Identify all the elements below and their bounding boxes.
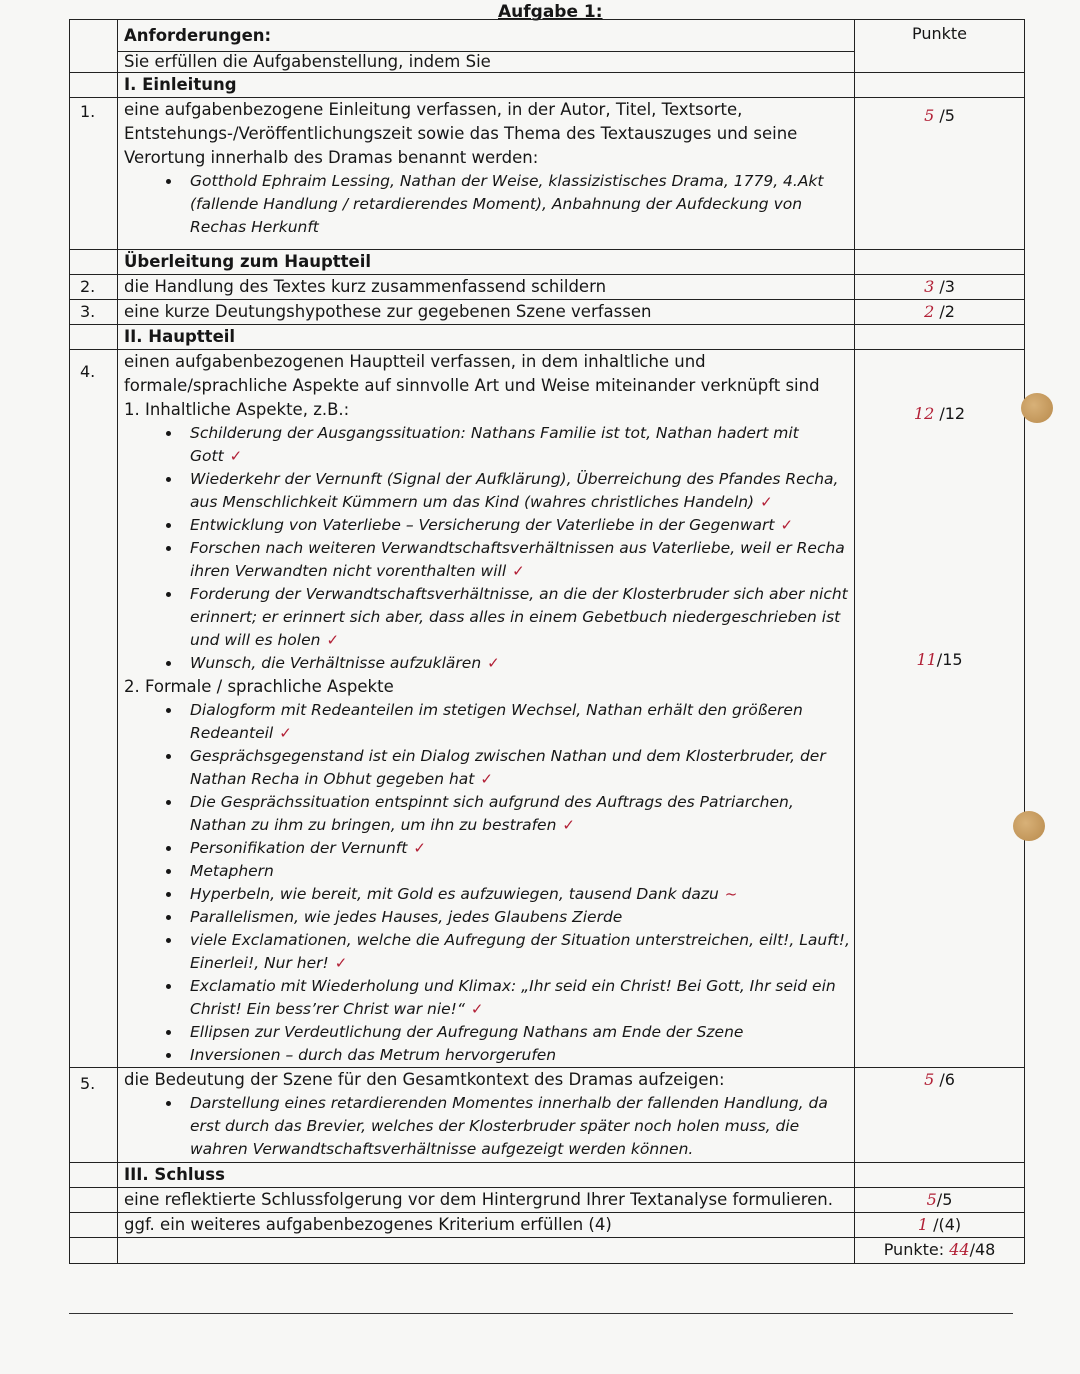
bullet-item xyxy=(182,652,854,675)
header-row-anforderungen xyxy=(70,20,1025,52)
bullet-text: Hyperbeln, wie bereit, mit Gold es aufzuwiegen, tausend Dank dazu xyxy=(190,885,719,903)
bullet-text: Schilderung der Ausgangssituation: Nathans Familie ist tot, Nathan hadert mit Gott xyxy=(190,424,799,465)
criterion-row-1 xyxy=(70,98,1025,250)
criterion-bullets xyxy=(124,1092,854,1161)
criterion-row-3 xyxy=(70,300,1025,325)
score-max: /3 xyxy=(939,277,955,296)
bullet-text: Entwicklung von Vaterliebe – Versicherung der Vaterliebe in der Gegenwart xyxy=(190,516,775,534)
criterion-text: einen aufgabenbezogenen Hauptteil verfassen, in dem inhaltliche und formale/sprachliche Aspekte auf sinnvolle Art und Weise miteinander verknüpft sind xyxy=(124,352,820,395)
bullet-item xyxy=(182,791,854,837)
score-value: 11 xyxy=(916,650,937,669)
page-title: Aufgabe 1: xyxy=(498,2,603,22)
check-mark-icon: ✓ xyxy=(279,724,292,742)
check-mark-icon: ✓ xyxy=(760,493,773,511)
check-mark-icon: ✓ xyxy=(229,447,243,465)
bullet-item xyxy=(182,537,854,583)
grading-table xyxy=(69,19,1025,1264)
row-number: 3. xyxy=(70,300,118,325)
section-row-einleitung xyxy=(70,73,1025,98)
score-value: 5 xyxy=(924,106,935,125)
bullet-text: Wiederkehr der Vernunft (Signal der Aufklärung), Überreichung des Pfandes Recha, aus Menschlichkeit Kümmern um das Kind (wahres christliches Handeln) xyxy=(190,470,839,511)
bullet-item xyxy=(182,583,854,652)
score-max: /5 xyxy=(936,1190,953,1209)
section-einleitung: I. Einleitung xyxy=(118,73,855,98)
check-mark-icon: ✓ xyxy=(487,654,500,672)
score-value: 2 xyxy=(924,302,935,321)
bullet-text: Personifikation der Vernunft xyxy=(190,839,408,857)
section-ueberleitung: Überleitung zum Hauptteil xyxy=(118,250,855,275)
score-cell xyxy=(855,1213,1025,1238)
round-sticker xyxy=(1013,811,1045,841)
bullet-item xyxy=(182,860,854,883)
bullet-item: • Darstellung eines retardierenden Momentes innerhalb der fallenden Handlung, da erst durch das Brevier, welches der Klosterbruder später noch holen muss, die wahren Verwandtschaftsverhältnisse aufgezeigt werden können. xyxy=(182,1092,854,1161)
bullet-text: Metaphern xyxy=(190,862,274,880)
score-cell xyxy=(855,275,1025,300)
bullet-item xyxy=(182,468,854,514)
intro-text: Sie erfüllen die Aufgabenstellung, indem Sie xyxy=(118,52,855,73)
check-mark-icon: ✓ xyxy=(480,770,493,788)
score-max: /2 xyxy=(939,302,955,321)
row-number: 4. xyxy=(70,350,118,1068)
criterion-row-schluss xyxy=(70,1188,1025,1213)
total-score: 44 xyxy=(949,1240,970,1259)
score-value: 12 xyxy=(913,404,935,423)
check-mark-icon: ✓ xyxy=(334,954,348,972)
score-max: /6 xyxy=(939,1070,955,1089)
row-number: 5. xyxy=(70,1068,118,1163)
round-sticker xyxy=(1021,393,1053,423)
section-hauptteil: II. Hauptteil xyxy=(118,325,855,350)
anforderungen-label: Anforderungen: xyxy=(118,20,855,52)
bullet-item xyxy=(182,699,854,745)
bullet-text: Forschen nach weiteren Verwandtschaftsverhältnissen aus Vaterliebe, weil er Recha ihren Verwandten nicht vorenthalten will xyxy=(190,539,845,580)
sub-heading-inhalt: 1. Inhaltliche Aspekte, z.B.: xyxy=(124,400,350,419)
total-cell xyxy=(855,1238,1025,1264)
criterion-text: ggf. ein weiteres aufgabenbezogenes Kriterium erfüllen (4) xyxy=(118,1213,855,1238)
criterion-text: eine reflektierte Schlussfolgerung vor dem Hintergrund Ihrer Textanalyse formulieren. xyxy=(118,1188,855,1213)
bullet-item xyxy=(182,1044,854,1067)
bullet-item xyxy=(182,837,854,860)
bullet-item xyxy=(182,883,854,906)
bullet-item xyxy=(182,422,854,468)
score-cell xyxy=(855,350,1025,1068)
formal-list xyxy=(124,699,854,1067)
check-mark-icon: ✓ xyxy=(780,516,794,534)
bullet-item xyxy=(182,1021,854,1044)
bullet-item xyxy=(182,514,854,537)
check-mark-icon: ✓ xyxy=(512,562,525,580)
section-schluss: III. Schluss xyxy=(118,1163,855,1188)
score-value: 3 xyxy=(924,277,935,296)
criterion-text: die Bedeutung der Szene für den Gesamtkontext des Dramas aufzeigen: xyxy=(124,1070,725,1089)
row-number: 1. xyxy=(70,98,118,250)
criterion-bullets xyxy=(124,170,854,239)
section-row-hauptteil xyxy=(70,325,1025,350)
criterion-row-extra xyxy=(70,1213,1025,1238)
bullet-text: Wunsch, die Verhältnisse aufzuklären xyxy=(190,654,482,672)
bullet-text: Ellipsen zur Verdeutlichung der Aufregung Nathans am Ende der Szene xyxy=(190,1023,744,1041)
bottom-rule xyxy=(69,1313,1013,1314)
bullet-item xyxy=(182,906,854,929)
score-value: 5 xyxy=(924,1070,935,1089)
check-mark-icon: ✓ xyxy=(326,631,340,649)
row-number: 2. xyxy=(70,275,118,300)
criterion-text: eine aufgabenbezogene Einleitung verfassen, in der Autor, Titel, Textsorte, Entstehungs-/Veröffentlichungszeit sowie das Thema des Textauszuges und seine Verortung innerhalb des Dramas benannt werden: xyxy=(124,100,798,167)
criterion-row-5 xyxy=(70,1068,1025,1163)
score-cell xyxy=(855,300,1025,325)
score-max: /12 xyxy=(939,404,966,423)
bullet-text: viele Exclamationen, welche die Aufregung der Situation unterstreichen, eilt!, Lauft!, Einerlei!, Nur her! xyxy=(190,931,850,972)
score-max: /5 xyxy=(939,106,955,125)
bullet-text: Exclamatio mit Wiederholung und Klimax: „Ihr seid ein Christ! Bei Gott, Ihr seid ein Christ! Ein bess’rer Christ war nie!“ xyxy=(190,977,836,1018)
bullet-text: Forderung der Verwandtschaftsverhältnisse, an die der Klosterbruder sich aber nicht erinnert; er erinnert sich aber, dass alles in einem Gebetbuch niedergeschrieben ist und will es holen xyxy=(190,585,848,649)
criterion-text: die Handlung des Textes kurz zusammenfassend schildern xyxy=(118,275,855,300)
section-row-ueberleitung xyxy=(70,250,1025,275)
section-row-schluss xyxy=(70,1163,1025,1188)
bullet-text: Inversionen – durch das Metrum hervorgerufen xyxy=(190,1046,557,1064)
criterion-cell xyxy=(118,350,855,1068)
score-value: 1 xyxy=(917,1215,929,1234)
criterion-cell xyxy=(118,98,855,250)
bullet-text: Parallelismen, wie jedes Hauses, jedes Glaubens Zierde xyxy=(190,908,623,926)
score-cell xyxy=(855,1188,1025,1213)
total-row xyxy=(70,1238,1025,1264)
score-cell xyxy=(855,98,1025,250)
bullet-text: Dialogform mit Redeanteilen im stetigen Wechsel, Nathan erhält den größeren Redeanteil xyxy=(190,701,803,742)
score-formal xyxy=(855,648,1024,672)
check-mark-icon: ✓ xyxy=(470,1000,484,1018)
sub-heading-formal: 2. Formale / sprachliche Aspekte xyxy=(124,677,394,696)
score-max: /15 xyxy=(936,650,963,669)
criterion-row-2 xyxy=(70,275,1025,300)
score-cell xyxy=(855,1068,1025,1163)
punkte-header: Punkte xyxy=(855,20,1025,73)
bullet-text: Die Gesprächssituation entspinnt sich aufgrund des Auftrags des Patriarchen, Nathan zu ihm zu bringen, um ihn zu bestrafen xyxy=(190,793,794,834)
total-label: Punkte: xyxy=(883,1240,945,1259)
bullet-item xyxy=(182,929,854,975)
criterion-cell xyxy=(118,1068,855,1163)
bullet-item xyxy=(182,975,854,1021)
total-max: /48 xyxy=(969,1240,996,1259)
bullet-text: Gesprächsgegenstand ist ein Dialog zwischen Nathan und dem Klosterbruder, der Nathan Recha in Obhut gegeben hat xyxy=(190,747,826,788)
bullet-item: • Gotthold Ephraim Lessing, Nathan der Weise, klassizistisches Drama, 1779, 4.Akt (fallende Handlung / retardierendes Moment), Anbahnung der Aufdeckung von Rechas Herkunft xyxy=(182,170,854,239)
score-inhalt xyxy=(855,402,1024,426)
check-mark-icon: ✓ xyxy=(562,816,575,834)
score-max: /(4) xyxy=(933,1215,962,1234)
bullet-item xyxy=(182,745,854,791)
score-value: 5 xyxy=(926,1190,937,1209)
criterion-text: eine kurze Deutungshypothese zur gegebenen Szene verfassen xyxy=(118,300,855,325)
criterion-row-4 xyxy=(70,350,1025,1068)
check-mark-icon: ✓ xyxy=(413,839,426,857)
tilde-mark-icon: ~ xyxy=(724,885,738,903)
inhalt-list xyxy=(124,422,854,675)
